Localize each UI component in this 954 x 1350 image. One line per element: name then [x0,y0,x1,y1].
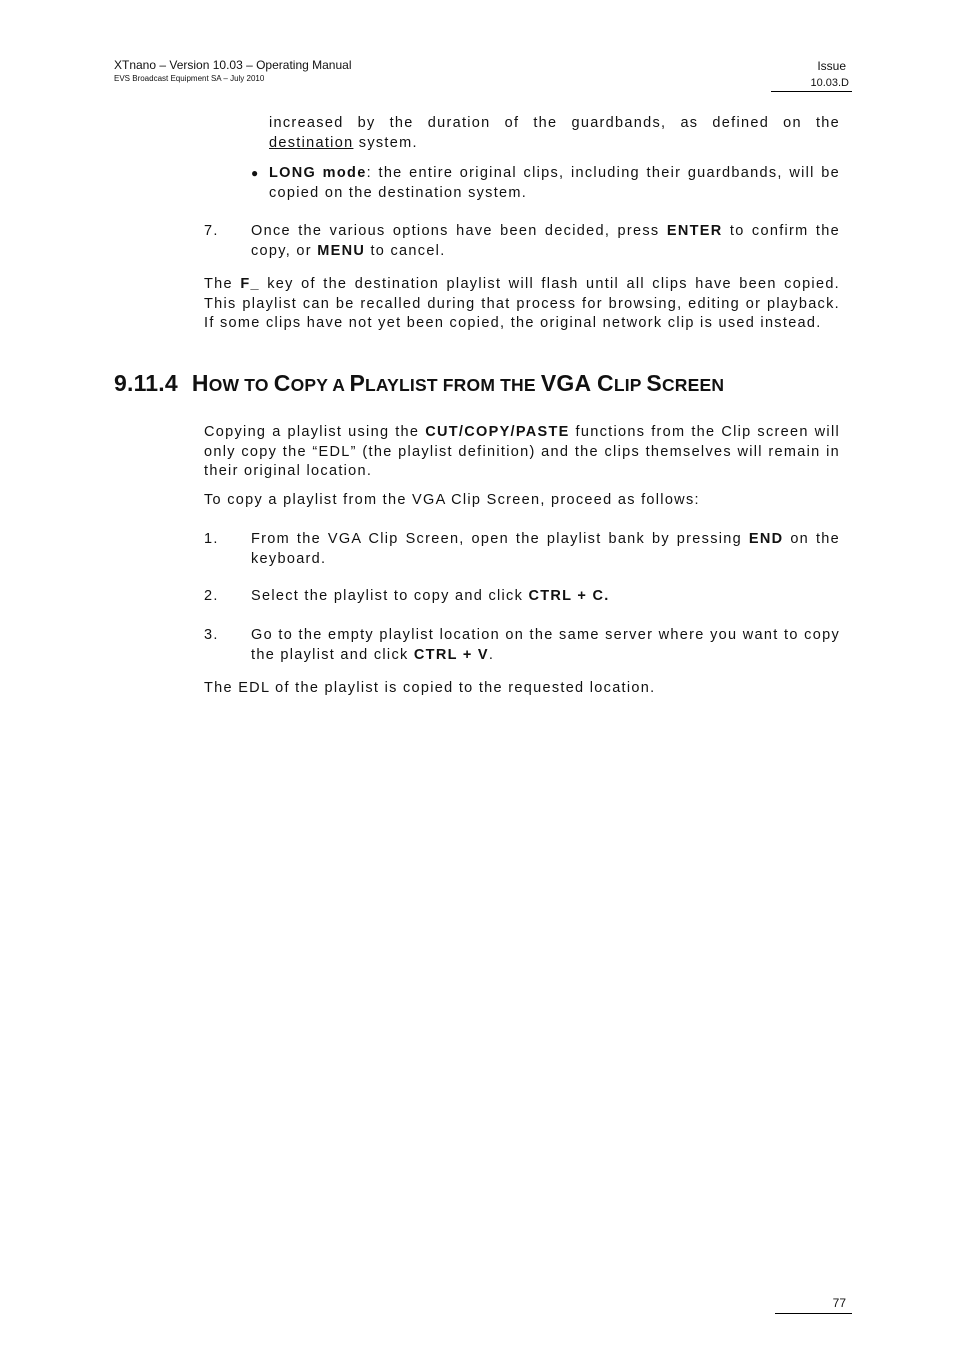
step-2-number: 2. [204,588,219,604]
intro-paragraph [204,423,840,482]
title-part: S [646,370,662,396]
document-subtitle: EVS Broadcast Equipment SA – July 2010 [114,74,265,83]
intro-part: Copying a playlist using the [204,424,426,440]
step-part: . [488,646,495,663]
f-key-term: F_ [240,276,260,292]
menu-key-term: MENU [317,242,366,259]
bullet-item-long-mode [269,164,840,203]
title-part: OW TO [208,375,274,395]
title-part: OPY A [290,375,350,395]
ctrl-v-term: CTRL + V [413,646,489,663]
title-part: H [191,370,209,396]
section-heading [114,370,724,397]
title-part: LIP [613,375,647,395]
title-part: VGA C [540,370,614,396]
continued-paragraph [269,114,840,153]
title-part: LAYLIST FROM THE [365,375,541,395]
step-2-text [251,587,840,607]
continued-text: increased by the duration of the guardbands, as defined on the [269,115,840,131]
bullet-icon: ● [251,166,259,180]
step-part: Go to the empty playlist location on the same server where you want to copy the playlist and click [251,627,840,663]
cut-copy-paste-term: CUT/COPY/PASTE [425,424,570,440]
header-rule [771,91,852,92]
page-number: 77 [832,1296,846,1310]
flash-paragraph [204,275,840,334]
step-part: on the keyboard. [251,531,840,567]
end-key-term: END [748,531,784,547]
step-7-part: to confirm the copy, or [251,223,840,259]
enter-key-term: ENTER [666,223,723,239]
long-mode-desc: : the entire original clips, including their guardbands, will be copied on the destination system. [269,165,840,201]
section-number: 9.11.4 [114,370,178,396]
para-part: The [204,276,241,292]
step-part: From the VGA Clip Screen, open the playlist bank by pressing [251,531,749,547]
title-part: C [273,370,291,396]
destination-link-text: destination [269,134,354,151]
long-mode-term: LONG mode [269,165,367,181]
issue-label: Issue [817,59,846,73]
footer-rule [775,1313,852,1314]
continued-text-end: system. [353,134,418,151]
step-3-text [251,626,840,665]
para-part: key of the destination playlist will flash until all clips have been copied. This playlist can be recalled during that process for browsing, editing or playback. If some clips have not yet been copied, the original network clip is used instead. [204,276,841,331]
closing-paragraph: The EDL of the playlist is copied to the requested location. [204,680,656,696]
title-part: P [349,370,366,396]
document-title: XTnano – Version 10.03 – Operating Manual [114,58,352,72]
step-7-number: 7. [204,223,219,239]
step-7-part: to cancel. [365,242,446,259]
issue-value: 10.03.D [810,77,849,89]
ctrl-c-term: CTRL + C. [528,588,610,604]
lead-paragraph: To copy a playlist from the VGA Clip Screen, proceed as follows: [204,492,700,508]
intro-part: functions from the Clip screen will only copy the “EDL” (the playlist definition) and the clips themselves will remain in their original location. [204,424,840,479]
step-1-number: 1. [204,531,219,547]
step-7-text [251,222,840,261]
step-1-text [251,530,840,569]
step-7-part: Once the various options have been decided, press [251,223,667,239]
step-3-number: 3. [204,627,219,643]
title-part: CREEN [661,375,725,395]
step-part: Select the playlist to copy and click [251,588,529,604]
